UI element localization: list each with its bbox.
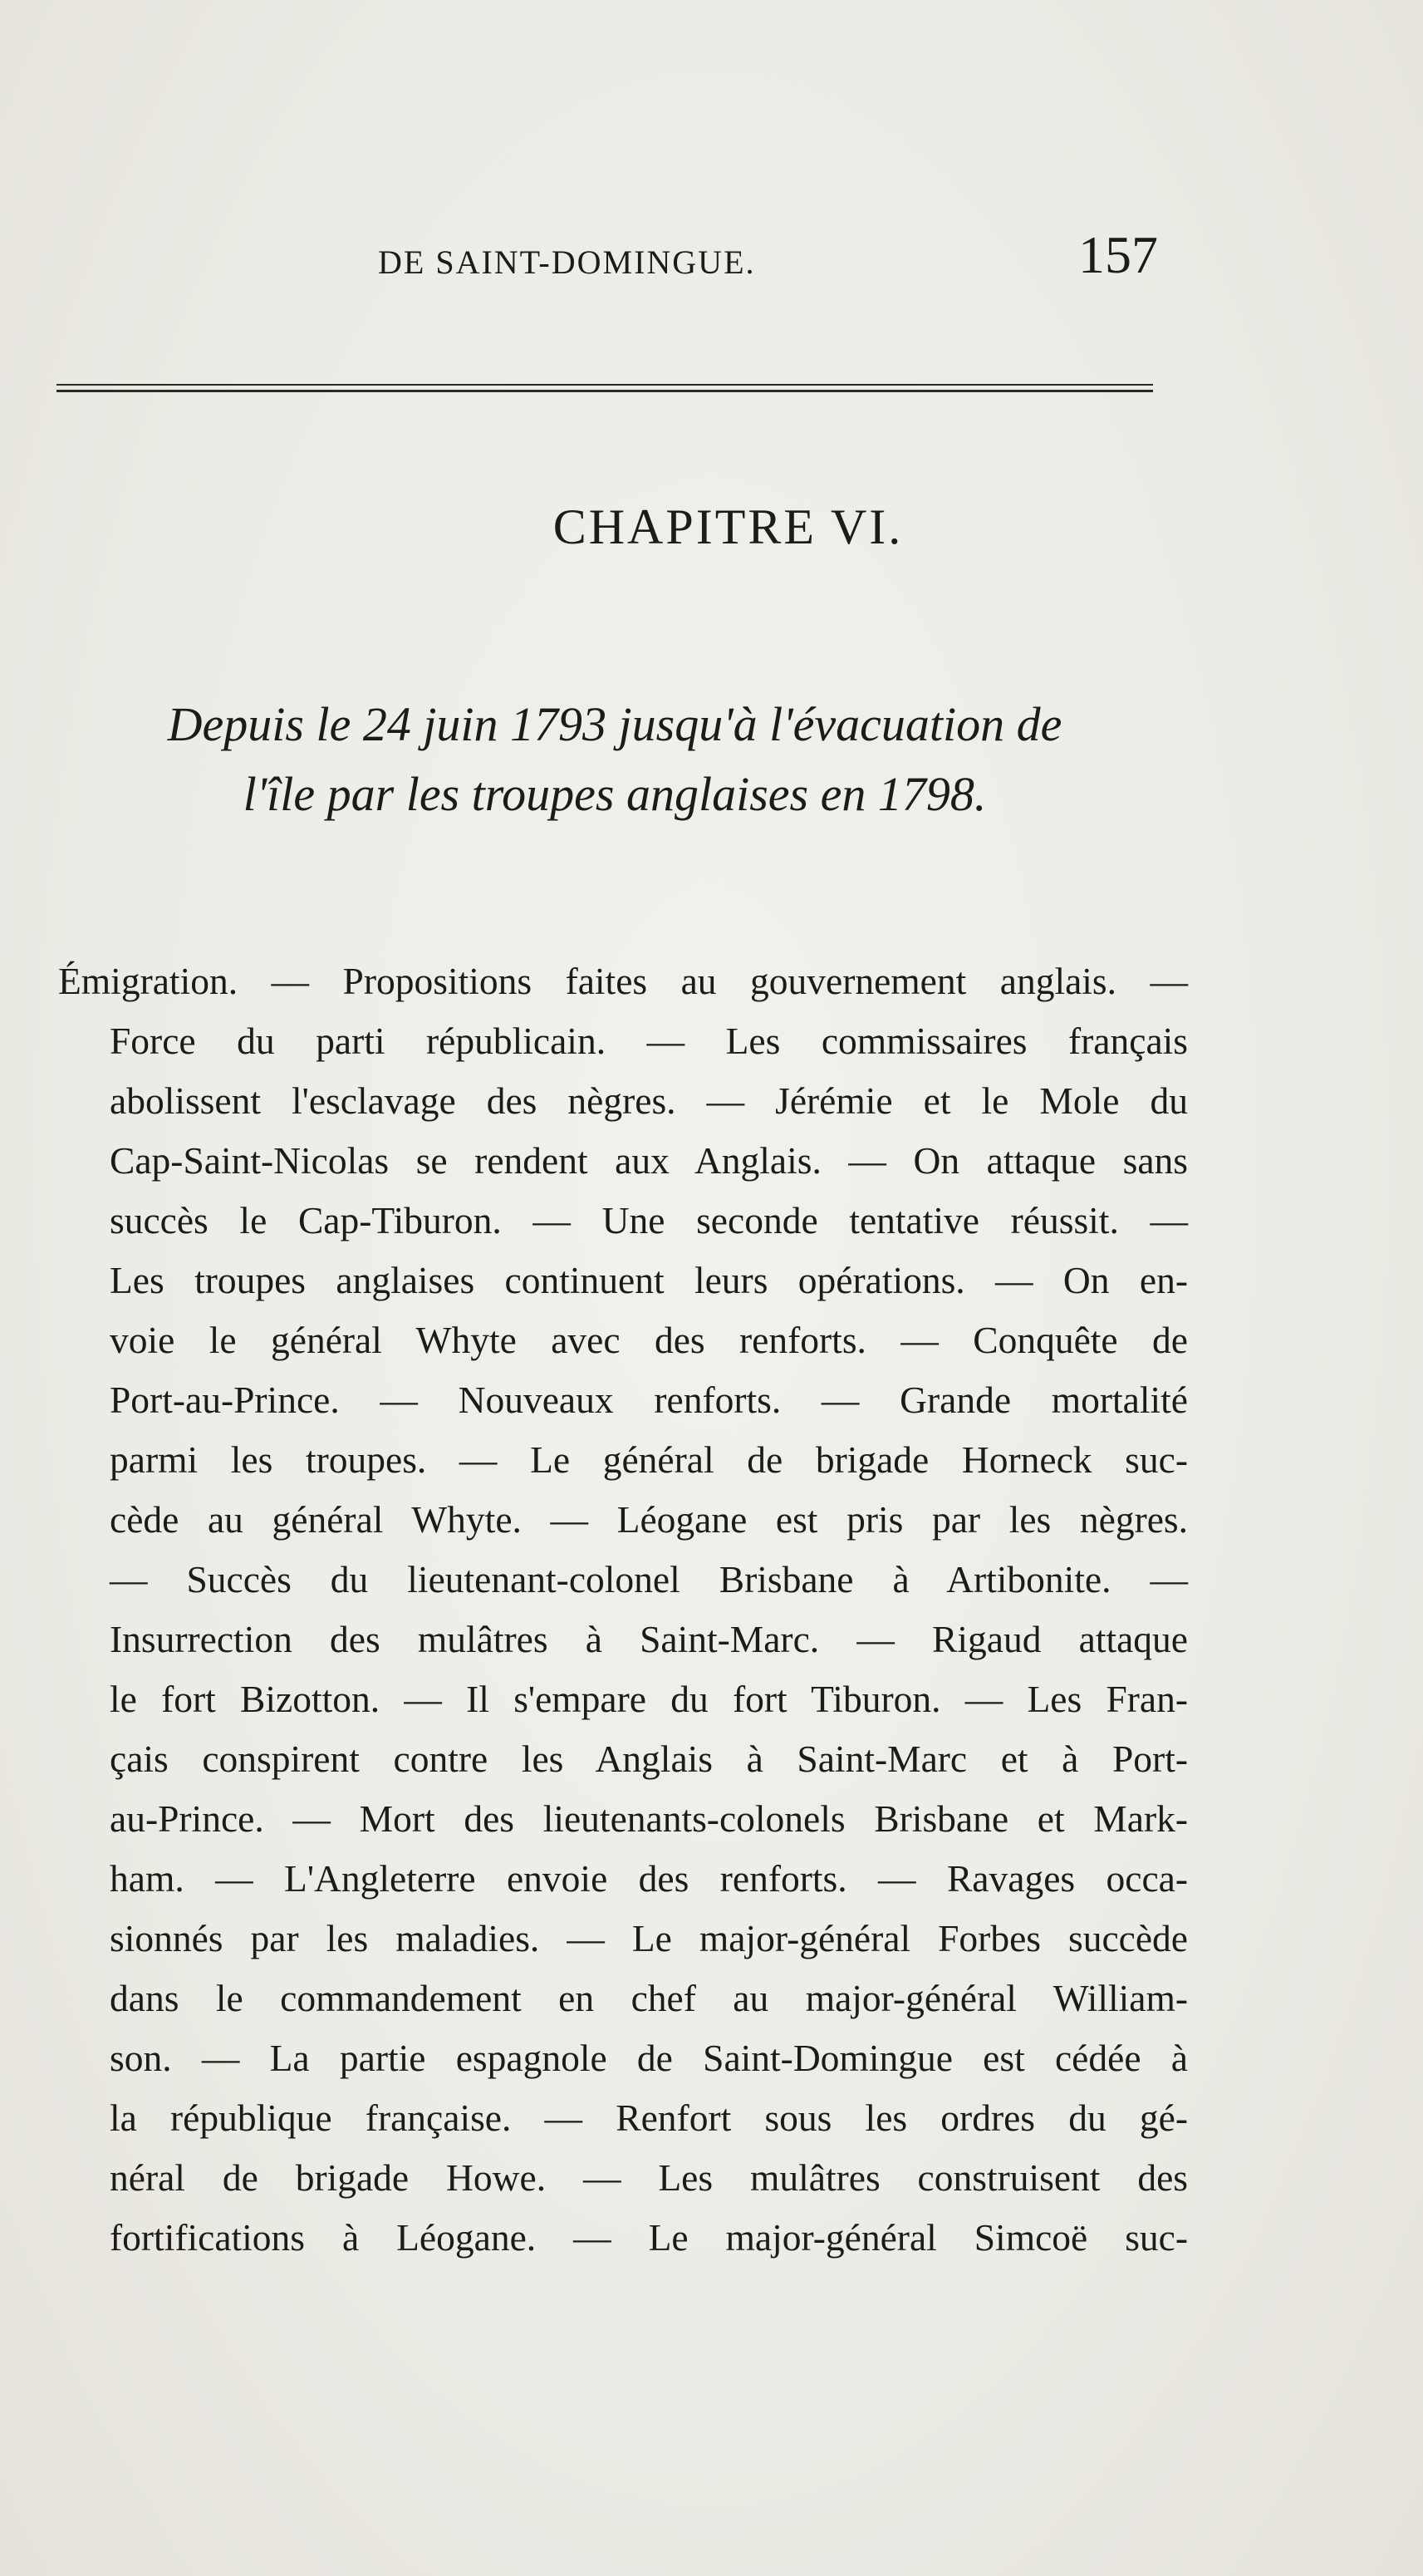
chapter-subtitle bbox=[58, 690, 1171, 829]
summary-line: Port-au-Prince. — Nouveaux renforts. — Grande mortalité bbox=[110, 1379, 1188, 1421]
summary-line: Cap-Saint-Nicolas se rendent aux Anglais. — On attaque sans bbox=[110, 1139, 1188, 1182]
summary-line: dans le commandement en chef au major-général William- bbox=[110, 1977, 1188, 2019]
summary-line: succès le Cap-Tiburon. — Une seconde tentative réussit. — bbox=[110, 1199, 1188, 1241]
summary-line: parmi les troupes. — Le général de brigade Horneck suc- bbox=[110, 1438, 1188, 1481]
summary-line: Force du parti républicain. — Les commissaires français bbox=[110, 1020, 1188, 1062]
summary-line: Émigration. — Propositions faites au gouvernement anglais. — bbox=[58, 960, 1188, 1002]
chapter-title: CHAPITRE VI. bbox=[552, 499, 904, 554]
header-rule bbox=[56, 384, 1153, 392]
page-number: 157 bbox=[1078, 225, 1158, 284]
summary-line: néral de brigade Howe. — Les mulâtres construisent des bbox=[110, 2156, 1188, 2199]
summary-line: son. — La partie espagnole de Saint-Domingue est cédée à bbox=[110, 2037, 1188, 2079]
summary-line: fortifications à Léogane. — Le major-général Simcoë suc- bbox=[110, 2216, 1188, 2259]
summary-line: — Succès du lieutenant-colonel Brisbane à Artibonite. — bbox=[110, 1558, 1188, 1600]
summary-line: cède au général Whyte. — Léogane est pris par les nègres. bbox=[110, 1498, 1188, 1541]
summary-line: abolissent l'esclavage des nègres. — Jérémie et le Mole du bbox=[110, 1079, 1188, 1122]
summary-line: çais conspirent contre les Anglais à Saint-Marc et à Port- bbox=[110, 1738, 1188, 1780]
summary-line: Les troupes anglaises continuent leurs opérations. — On en- bbox=[110, 1259, 1188, 1301]
running-title: DE SAINT-DOMINGUE. bbox=[378, 243, 756, 281]
summary-line: le fort Bizotton. — Il s'empare du fort Tiburon. — Les Fran- bbox=[110, 1678, 1188, 1720]
subtitle-line: l'île par les troupes anglaises en 1798. bbox=[243, 767, 987, 821]
summary-line: la république française. — Renfort sous les ordres du gé- bbox=[110, 2097, 1188, 2139]
chapter-summary bbox=[58, 951, 1188, 2268]
summary-line: Insurrection des mulâtres à Saint-Marc. — Rigaud attaque bbox=[110, 1618, 1188, 1660]
running-head bbox=[0, 224, 1423, 299]
subtitle-line: Depuis le 24 juin 1793 jusqu'à l'évacuation de bbox=[167, 697, 1062, 751]
summary-line: sionnés par les maladies. — Le major-général Forbes succède bbox=[110, 1917, 1188, 1959]
summary-line: au-Prince. — Mort des lieutenants-colonels Brisbane et Mark- bbox=[110, 1797, 1188, 1840]
summary-line: ham. — L'Angleterre envoie des renforts. — Ravages occa- bbox=[110, 1857, 1188, 1900]
summary-line: voie le général Whyte avec des renforts. — Conquête de bbox=[110, 1319, 1188, 1361]
